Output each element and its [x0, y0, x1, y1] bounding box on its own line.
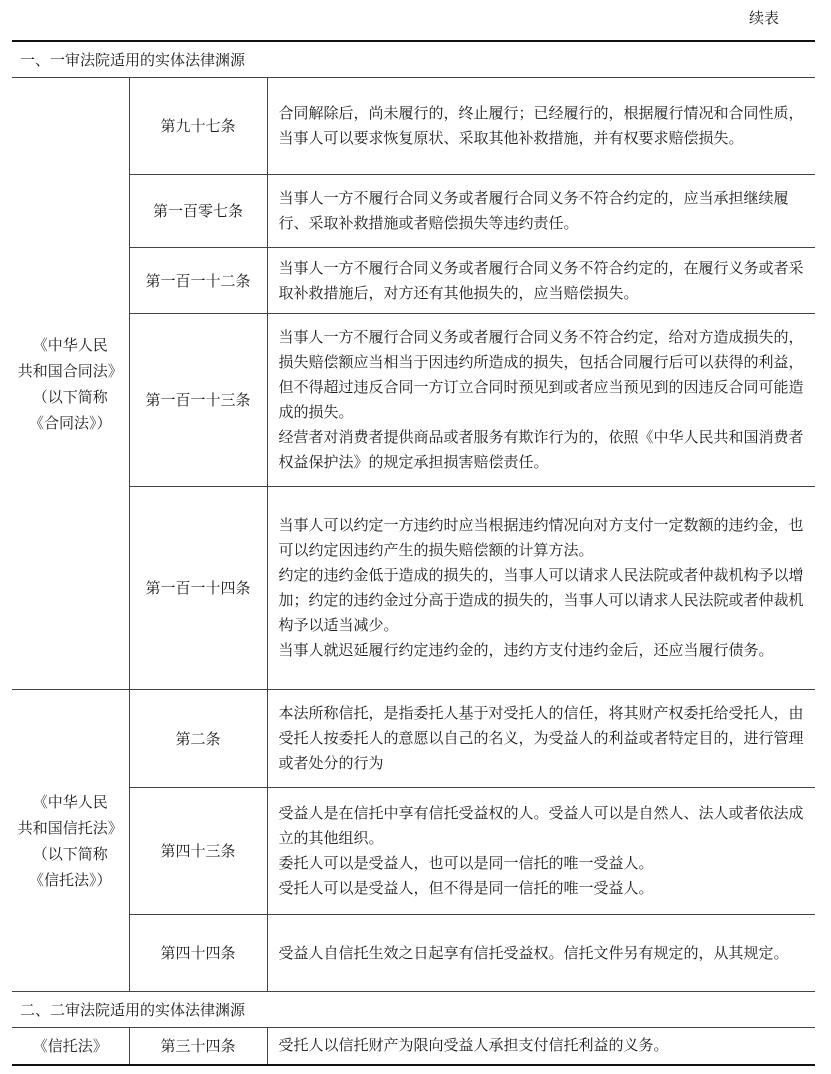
article-text	[267, 690, 815, 788]
article-paragraph: 受益人自信托生效之日起享有信托受益权。信托文件另有规定的，从其规定。	[278, 943, 789, 962]
article-paragraph: 当事人一方不履行合同义务或者履行合同义务不符合约定的，应当承担继续履行、采取补救措施或者赔偿损失等违约责任。	[278, 189, 789, 232]
article-paragraph: 约定的违约金低于造成的损失的，当事人可以请求人民法院或者仲裁机构予以增加；约定的违约金过分高于造成的损失的，当事人可以请求人民法院或者仲裁机构予以适当减少。	[278, 566, 804, 634]
section-title: 一、一审法院适用的实体法律渊源	[12, 41, 815, 78]
article-text	[267, 915, 815, 992]
article-paragraph: 当事人就迟延履行约定违约金的，违约方支付违约金后，还应当履行债务。	[278, 641, 774, 659]
article-text	[267, 248, 815, 314]
article-paragraph: 受托人以信托财产为限向受益人承担支付信托利益的义务。	[278, 1036, 669, 1055]
article-paragraph: 经营者对消费者提供商品或者服务有欺诈行为的，依照《中华人民共和国消费者权益保护法》的规定承担损害赔偿责任。	[278, 428, 804, 471]
article-number: 第三十四条	[129, 1028, 267, 1065]
law-name-line: 《合同法》）	[28, 413, 112, 432]
law-name-line: 《信托法》	[32, 1036, 108, 1055]
article-text	[267, 314, 815, 487]
law-name-cell	[12, 78, 129, 690]
law-name-line: 共和国合同法》	[17, 361, 123, 380]
law-name-line: 《中华人民	[32, 335, 108, 354]
law-name-line: 共和国信托法》	[17, 818, 123, 837]
article-paragraph: 受益人是在信托中享有信托受益权的人。受益人可以是自然人、法人或者依法成立的其他组织。	[278, 804, 804, 847]
law-name-line: （以下简称	[32, 844, 108, 863]
article-number: 第四十四条	[129, 915, 267, 992]
article-number: 第一百一十四条	[129, 487, 267, 690]
law-name-line: 《中华人民	[32, 792, 108, 811]
article-number: 第一百一十三条	[129, 314, 267, 487]
article-number: 第四十三条	[129, 788, 267, 915]
article-number: 第一百零七条	[129, 175, 267, 248]
article-text	[267, 788, 815, 915]
law-name-cell	[12, 690, 129, 992]
continued-label: 续表	[749, 9, 780, 27]
article-paragraph: 当事人一方不履行合同义务或者履行合同义务不符合约定的，在履行义务或者采取补救措施后，对方还有其他损失的，应当赔偿损失。	[278, 258, 804, 302]
law-name-cell	[12, 1028, 129, 1065]
article-number: 第二条	[129, 690, 267, 788]
article-text	[267, 487, 815, 690]
article-number: 第九十七条	[129, 78, 267, 175]
law-sources-table	[12, 40, 815, 1066]
article-text	[267, 78, 815, 175]
article-number: 第一百一十二条	[129, 248, 267, 314]
article-paragraph: 合同解除后，尚未履行的，终止履行；已经履行的，根据履行情况和合同性质，当事人可以要求恢复原状、采取其他补救措施，并有权要求赔偿损失。	[278, 104, 804, 147]
article-text	[267, 1028, 815, 1065]
law-name-line: 《信托法》）	[28, 870, 112, 889]
article-paragraph: 受托人可以是受益人，但不得是同一信托的唯一受益人。	[278, 879, 654, 897]
article-text	[267, 175, 815, 248]
article-paragraph: 本法所称信托，是指委托人基于对受托人的信任，将其财产权委托给受托人，由受托人按委托人的意愿以自己的名义，为受益人的利益或者特定目的，进行管理或者处分的行为	[278, 704, 804, 772]
article-paragraph: 当事人可以约定一方违约时应当根据违约情况向对方支付一定数额的违约金，也可以约定因违约产生的损失赔偿额的计算方法。	[278, 516, 804, 559]
article-paragraph: 委托人可以是受益人，也可以是同一信托的唯一受益人。	[278, 854, 654, 872]
section-title: 二、二审法院适用的实体法律渊源	[12, 992, 815, 1028]
law-name-line: （以下简称	[32, 387, 108, 406]
article-paragraph: 当事人一方不履行合同义务或者履行合同义务不符合约定，给对方造成损失的，损失赔偿额应当相当于因违约所造成的损失，包括合同履行后可以获得的利益，但不得超过违反合同一方订立合同时预见到或者应当预见到的因违反合同可能造成的损失。	[278, 328, 804, 421]
